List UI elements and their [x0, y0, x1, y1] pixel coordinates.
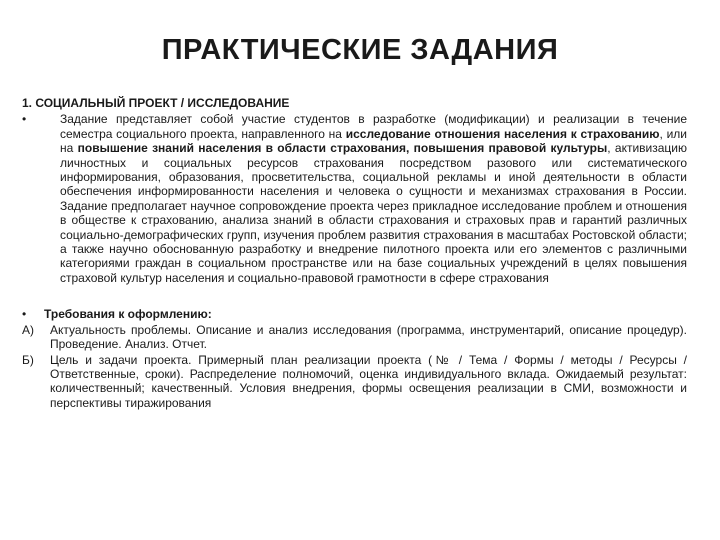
requirement-item-a: [22, 323, 687, 352]
requirements-title: Требования к оформлению:: [44, 307, 212, 322]
item-text: Актуальность проблемы. Описание и анализ исследования (программа, инструментарий, описание процедур). Проведение. Анализ. Отчет.: [50, 322, 687, 352]
bullet-icon: •: [22, 112, 27, 127]
item-text: Цель и задачи проекта. Примерный план реализации проекта (№ / Тема / Формы / методы / Ресурсы / Ответственные, сроки). Распределение полномочий, оценка индивидуального вклада. Ожидаемый результат: количественный; качественный. Условия внедрения, формы освещения реализации в СМИ, возможности и перспективы тиражирования: [50, 352, 687, 410]
bold-part-1: исследование отношения населения к страхованию: [345, 126, 660, 141]
requirements-heading-row: [22, 307, 687, 321]
text-part-3: , активизацию личностных и социальных ресурсов страхования посредством разового или систематического информирования, образования, просветительства, социальной рекламы и иной деятельности в области обеспечения информированности населения и человека о сущности и механизмах страхования в России. Задание предполагает научное сопровождение проекта через прикладное исследование проблем и отношения в обществе к страхованию, анализа знаний в области страхования и страховых прав и гарантий различных социально-демографических групп, изучения проблем развития страхования в масштабах Ростовской области; а также научно обоснованную разработку и внедрение пилотного проекта или его элементов с различными категориями граждан в социальном пространстве или на базе социальных учреждений в целях повышения страховой культур населения и социально-правовой грамотности в сфере страхования: [60, 141, 687, 285]
requirement-item-b: [22, 353, 687, 411]
text-part-2: , или на: [60, 126, 687, 156]
requirements-section: [22, 307, 687, 410]
task-description: [22, 112, 687, 285]
section-heading: 1. СОЦИАЛЬНЫЙ ПРОЕКТ / ИССЛЕДОВАНИЕ: [22, 96, 290, 110]
bullet-icon: •: [22, 307, 27, 322]
content-body: [22, 96, 687, 410]
bold-part-2: повышение знаний населения в области страхования, повышения правовой культуры: [77, 141, 608, 156]
item-label: А): [22, 322, 34, 337]
slide-title: ПРАКТИЧЕСКИЕ ЗАДАНИЯ: [161, 34, 559, 66]
task-paragraph: [60, 112, 687, 285]
item-label: Б): [22, 352, 34, 367]
text-part-1: Задание представляет собой участие студентов в разработке (модификации) и реализации в течение семестра социального проекта, направленного на: [60, 112, 687, 141]
